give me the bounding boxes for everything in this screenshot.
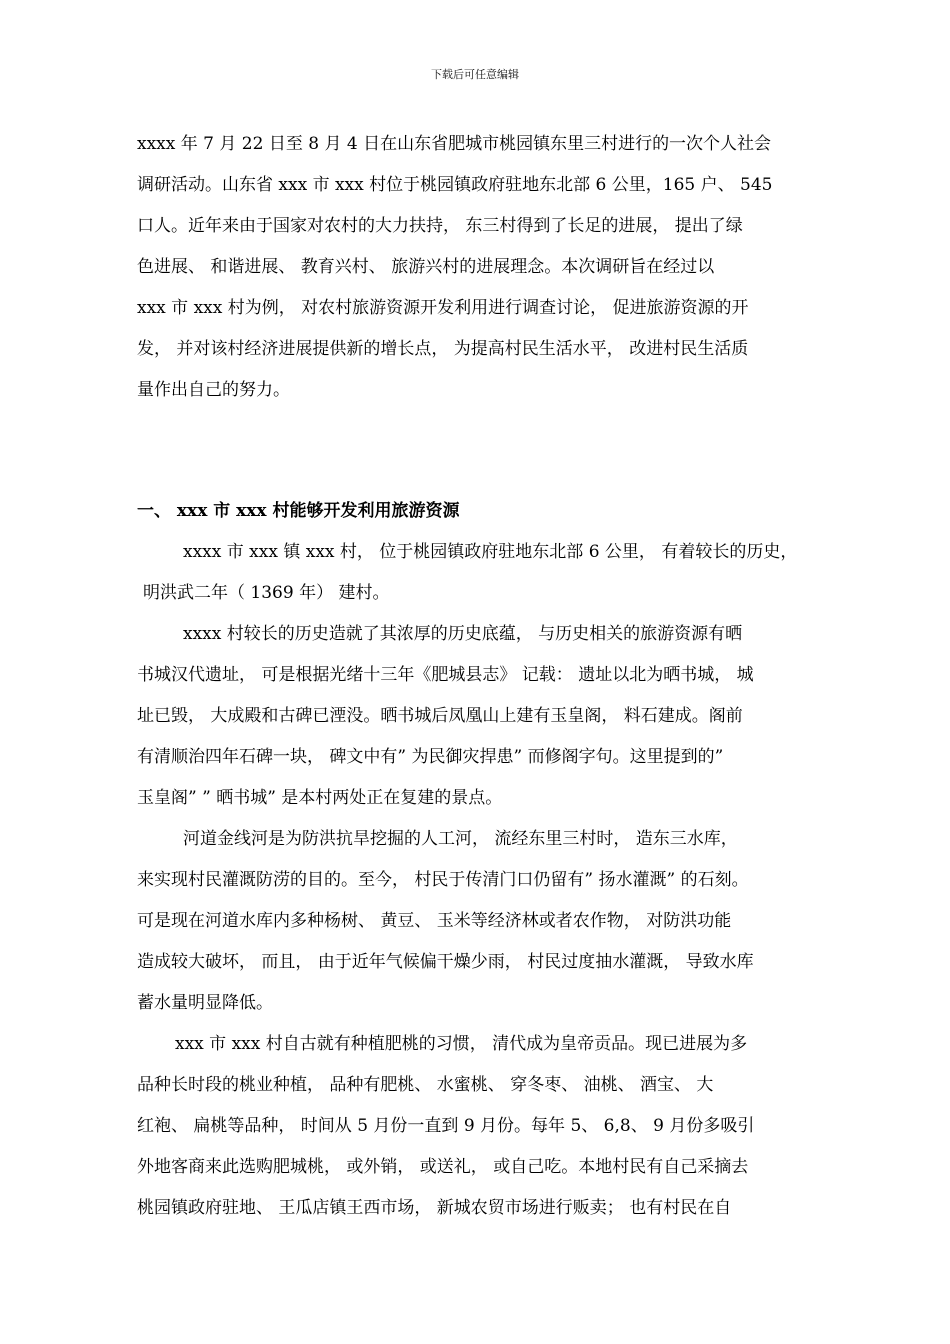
paragraph-line: 可是现在河道水库内多种杨树、 黄豆、 玉米等经济林或者农作物， 对防洪功能	[137, 911, 732, 931]
intro-line: xxxx 年 7 月 22 日至 8 月 4 日在山东省肥城市桃园镇东里三村进行的一次个人社会	[137, 134, 772, 154]
paragraph-line: xxx 市 xxx 村自古就有种植肥桃的习惯， 清代成为皇帝贡品。现已进展为多	[175, 1034, 748, 1054]
document-body	[137, 124, 827, 1229]
paragraph-line: 品种长时段的桃业种植， 品种有肥桃、 水蜜桃、 穿冬枣、 油桃、 酒宝、 大	[137, 1075, 714, 1095]
paragraph-line: 蓄水量明显降低。	[137, 993, 273, 1013]
paragraph-line: 河道金线河是为防洪抗旱挖掘的人工河， 流经东里三村时， 造东三水库，	[183, 829, 738, 849]
section-paragraph-2	[137, 614, 827, 819]
paragraph-line: 桃园镇政府驻地、 王瓜店镇王西市场， 新城农贸市场进行贩卖； 也有村民在自	[137, 1198, 732, 1218]
section-paragraph-1	[137, 532, 827, 614]
paragraph-line: xxxx 市 xxx 镇 xxx 村， 位于桃园镇政府驻地东北部 6 公里， 有着较长的历史，	[183, 542, 798, 562]
paragraph-line: xxxx 村较长的历史造就了其浓厚的历史底蕴， 与历史相关的旅游资源有晒	[183, 624, 743, 644]
spacer	[137, 411, 827, 491]
intro-line: 发， 并对该村经济进展提供新的增长点， 为提高村民生活水平， 改进村民生活质	[137, 339, 749, 359]
intro-line: xxx 市 xxx 村为例， 对农村旅游资源开发利用进行调查讨论， 促进旅游资源的开	[137, 298, 749, 318]
paragraph-line: 明洪武二年（ 1369 年） 建村。	[143, 583, 390, 603]
section-paragraph-3	[137, 819, 827, 1024]
paragraph-line: 书城汉代遗址， 可是根据光绪十三年《肥城县志》 记载： 遗址以北为晒书城， 城	[137, 665, 754, 685]
page-header-note: 下载后可任意编辑	[431, 68, 519, 81]
section-paragraph-4	[137, 1024, 827, 1229]
intro-line: 调研活动。山东省 xxx 市 xxx 村位于桃园镇政府驻地东北部 6 公里，165 户、 545	[137, 175, 773, 195]
paragraph-line: 址已毁， 大成殿和古碑已湮没。晒书城后凤凰山上建有玉皇阁， 料石建成。阁前	[137, 706, 743, 726]
paragraph-line: 来实现村民灌溉防涝的目的。至今， 村民于传清门口仍留有” 扬水灌溉” 的石刻。	[137, 870, 749, 890]
paragraph-line: 外地客商来此选购肥城桃， 或外销， 或送礼， 或自己吃。本地村民有自己采摘去	[137, 1157, 749, 1177]
intro-line: 量作出自己的努力。	[137, 380, 290, 400]
intro-paragraph	[137, 124, 827, 411]
section-heading: 一、 xxx 市 xxx 村能够开发利用旅游资源	[137, 501, 460, 521]
intro-line: 口人。近年来由于国家对农村的大力扶持， 东三村得到了长足的进展， 提出了绿	[137, 216, 743, 236]
paragraph-line: 红袍、 扁桃等品种， 时间从 5 月份一直到 9 月份。每年 5、 6,8、 9 月份多吸引	[137, 1116, 755, 1136]
paragraph-line: 造成较大破坏， 而且， 由于近年气候偏干燥少雨， 村民过度抽水灌溉， 导致水库	[137, 952, 754, 972]
intro-line: 色进展、 和谐进展、 教育兴村、 旅游兴村的进展理念。本次调研旨在经过以	[137, 257, 715, 277]
paragraph-line: 有清顺治四年石碑一块， 碑文中有” 为民御灾捍患” 而修阁字句。这里提到的”	[137, 747, 724, 767]
paragraph-line: 玉皇阁” ” 晒书城” 是本村两处正在复建的景点。	[137, 788, 503, 808]
